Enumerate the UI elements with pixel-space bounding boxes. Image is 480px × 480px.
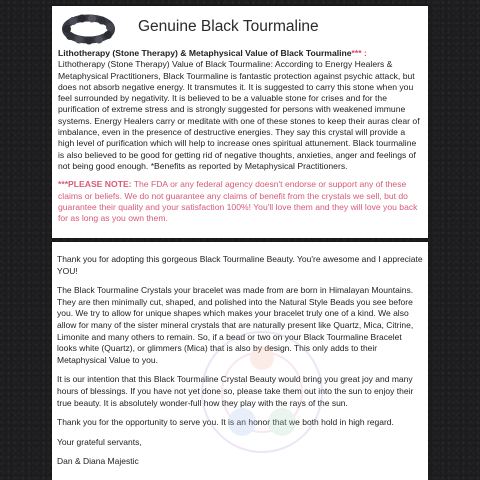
signature: Dan & Diana Majestic: [57, 456, 139, 467]
thank-you-card: [52, 242, 428, 480]
note-heading: ***PLEASE NOTE:: [58, 179, 132, 190]
thank-you-text: [57, 254, 423, 468]
paragraph-origin: The Black Tourmaline Crystals your bracelet was made from are born in Himalayan Mountains. They are then minimally cut, shaped, and polished into the Natural Style Beads you see before you. We try to allow for unique shapes which makes your bracelet truly one of a kind. We also allow for many of the sister mineral crystals that are naturally present like Quartz, Mica, Citrine, Limonite and many others to remain. So, if a bead or two on your Black Tourmaline Bracelet looks white (Quartz), or glimmers (Mica) that is also by design. This only adds to their Metaphysical Value to you.: [57, 285, 414, 365]
paragraph-gratitude: Thank you for the opportunity to serve you. It is an honor that we both hold in high regard.: [57, 417, 394, 428]
bracelet-image: [61, 13, 116, 45]
info-card-top: [52, 6, 428, 238]
signoff: Your grateful servants,: [57, 436, 142, 447]
description-paragraph: [58, 48, 422, 172]
disclaimer-note: [58, 179, 422, 224]
paragraph-intention: It is our intention that this Black Tourmaline Crystal Beauty would bring you great joy and many hours of blessings. If you have not yet done so, please take them out into the sun to enjoy their true beauty. It is absolutely wonder-full how they play with the rays of the sun.: [57, 374, 414, 408]
card-title: Genuine Black Tourmaline: [138, 18, 319, 35]
note-body: The FDA or any federal agency doesn't endorse or support any of these claims or beliefs. We do not guarantee any claims of benefit from the crystals we sell, but do guarantee their quality and your satisfaction 100%! You'll love them and they will love you back for as long as you own them.: [58, 179, 418, 224]
description-body: Lithotherapy (Stone Therapy) Value of Black Tourmaline: According to Energy Healers & Metaphysical Practitioners, Black Tourmaline is fantastic protection against psychic attack, but does not absorb negative energy. It transmutes it. It is suggested to carry this stone when you feel surrounded by negativity. It is believed to be a valuable stone for crises and for the purification of extreme stress and is strongly suggested for persons with weakened immune systems. Energy Healers carry or meditate with one of these stones to keep their auras clear of imbalance, even in the presence of destructive energies. They say this crystal will provide a high level of purification which will help to increase ones spiritual attunement. Black tourmaline is also believed to be good for getting rid of negative thoughts, anxieties, anger and feelings of not being good enough. *Benefits as reported by Metaphysical Practitioners.: [58, 59, 420, 171]
paragraph-thanks: Thank you for adopting this gorgeous Black Tourmaline Beauty. You're awesome and I appreciate YOU!: [57, 254, 423, 276]
heading-stars: *** :: [351, 48, 367, 58]
card-header: [58, 6, 422, 48]
section-heading: Lithotherapy (Stone Therapy) & Metaphysical Value of Black Tourmaline: [58, 48, 352, 58]
